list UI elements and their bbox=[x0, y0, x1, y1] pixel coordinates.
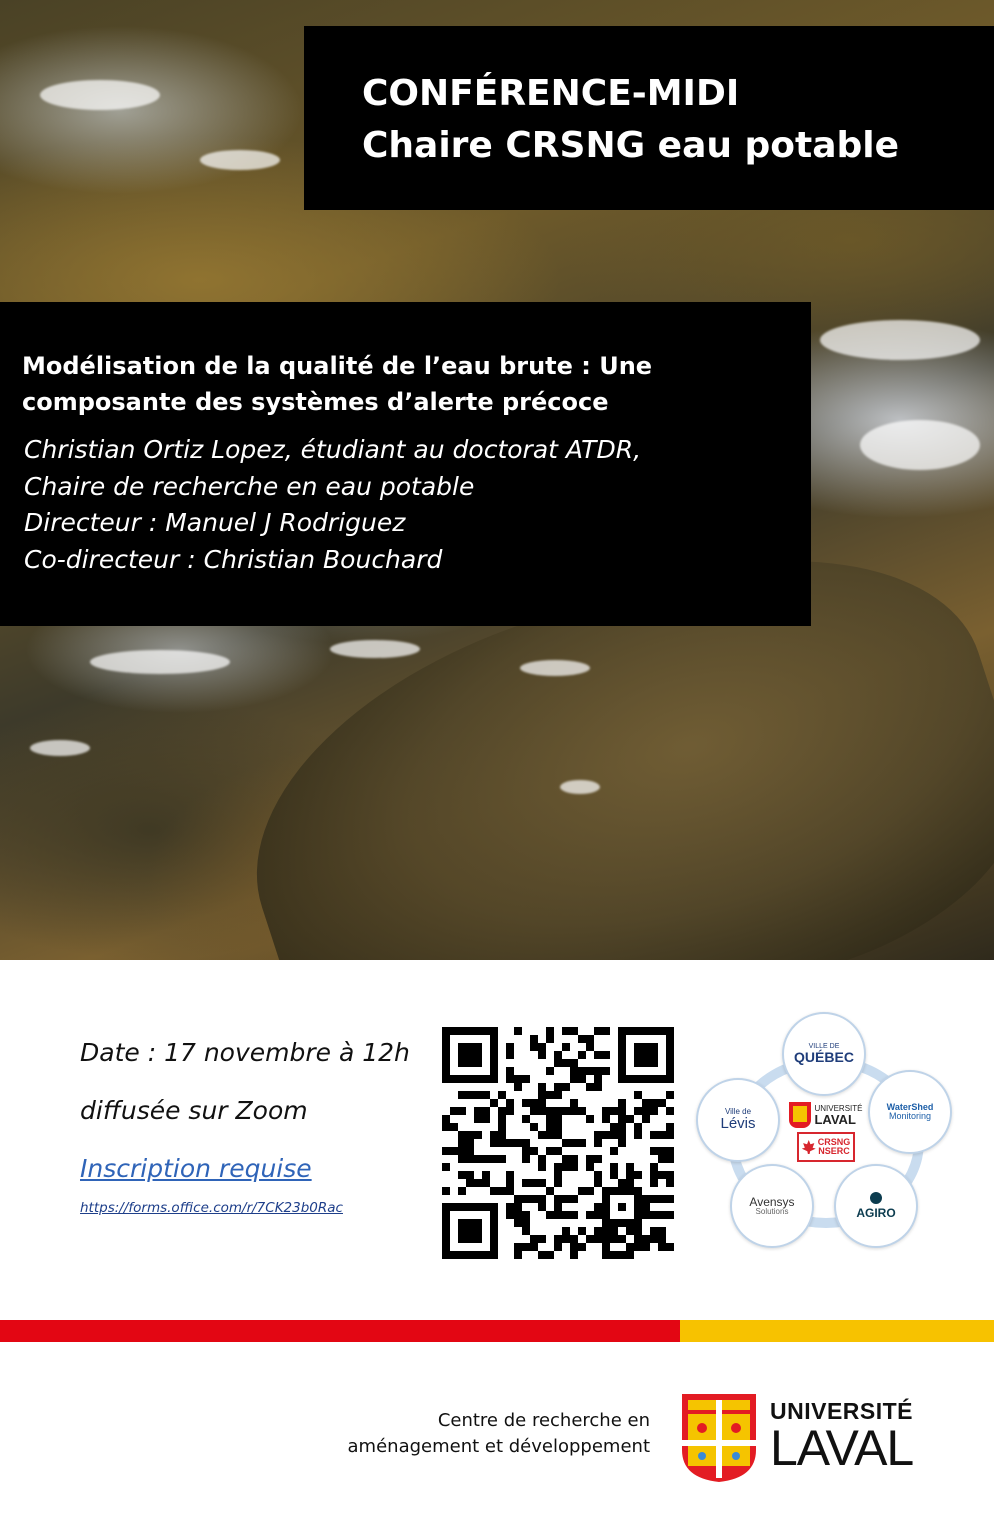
laval-text: LAVAL bbox=[770, 1420, 914, 1476]
solutions-text: Solutions bbox=[755, 1207, 789, 1217]
water-glint bbox=[520, 660, 590, 676]
watershed-monitoring-logo bbox=[868, 1070, 952, 1154]
centre-line1: Centre de recherche en bbox=[437, 1410, 650, 1431]
center-logos bbox=[786, 1102, 866, 1172]
maple-leaf-icon bbox=[802, 1140, 816, 1154]
talk-meta bbox=[22, 432, 811, 578]
speaker-affiliation: Chaire de recherche en eau potable bbox=[24, 471, 475, 501]
talk-details-box bbox=[0, 302, 811, 626]
quebec-text: QUÉBEC bbox=[794, 1049, 854, 1066]
registration-qr-code[interactable] bbox=[442, 1027, 674, 1259]
water-glint bbox=[90, 650, 230, 674]
universite-laval-small-logo bbox=[786, 1102, 866, 1128]
event-title-box bbox=[304, 26, 994, 210]
universite-text: UNIVERSITÉ bbox=[770, 1398, 914, 1424]
talk-title-line1: Modélisation de la qualité de l’eau brute : Une bbox=[22, 352, 653, 380]
water-glint bbox=[40, 80, 160, 110]
ville-de-quebec-logo bbox=[782, 1012, 866, 1096]
avensys-text: Avensys bbox=[749, 1194, 795, 1209]
quebec-small-text: VILLE DE bbox=[808, 1042, 840, 1050]
co-director: Co-directeur : Christian Bouchard bbox=[24, 544, 443, 574]
research-centre-name bbox=[330, 1408, 650, 1460]
crsng-nserc-logo bbox=[797, 1132, 855, 1162]
water-glint bbox=[860, 420, 980, 470]
director: Directeur : Manuel J Rodriguez bbox=[24, 508, 406, 537]
ul-small-text2: LAVAL bbox=[814, 1111, 856, 1127]
agiro-icon bbox=[870, 1192, 882, 1204]
event-broadcast: diffusée sur Zoom bbox=[80, 1096, 308, 1125]
crsng-text: CRSNG bbox=[817, 1137, 851, 1147]
nserc-text: NSERC bbox=[818, 1146, 850, 1156]
watershed-text: WaterShed bbox=[886, 1101, 934, 1112]
water-glint bbox=[200, 150, 280, 170]
talk-title-line2: composante des systèmes d’alerte précoce bbox=[22, 388, 609, 416]
yellow-stripe bbox=[680, 1320, 994, 1342]
agiro-text: AGIRO bbox=[856, 1206, 896, 1221]
levis-text: Lévis bbox=[720, 1115, 756, 1133]
agiro-logo bbox=[834, 1164, 918, 1248]
centre-line2: aménagement et développement bbox=[347, 1436, 650, 1457]
universite-laval-crest-icon bbox=[680, 1392, 758, 1484]
water-glint bbox=[820, 320, 980, 360]
ul-small-text1: UNIVERSITÉ bbox=[814, 1103, 863, 1113]
avensys-solutions-logo bbox=[730, 1164, 814, 1248]
event-title-line1: CONFÉRENCE-MIDI bbox=[362, 73, 740, 114]
universite-laval-wordmark bbox=[770, 1398, 920, 1476]
water-glint bbox=[330, 640, 420, 658]
ville-de-levis-logo bbox=[696, 1078, 780, 1162]
event-title-line2: Chaire CRSNG eau potable bbox=[362, 125, 900, 166]
event-date: Date : 17 novembre à 12h bbox=[80, 1038, 410, 1067]
registration-url-link[interactable]: https://forms.office.com/r/7CK23b0Rac bbox=[80, 1200, 343, 1216]
event-info bbox=[80, 1030, 420, 1216]
partner-logos bbox=[694, 1010, 956, 1250]
registration-link[interactable]: Inscription requise bbox=[80, 1154, 312, 1183]
speaker-name: Christian Ortiz Lopez, étudiant au doctorat ATDR, bbox=[24, 435, 642, 464]
red-stripe bbox=[0, 1320, 680, 1342]
ul-shield-icon bbox=[789, 1102, 811, 1128]
water-glint bbox=[30, 740, 90, 756]
monitoring-text: Monitoring bbox=[888, 1111, 932, 1121]
water-glint bbox=[560, 780, 600, 794]
levis-small-text: Ville de bbox=[724, 1106, 752, 1116]
